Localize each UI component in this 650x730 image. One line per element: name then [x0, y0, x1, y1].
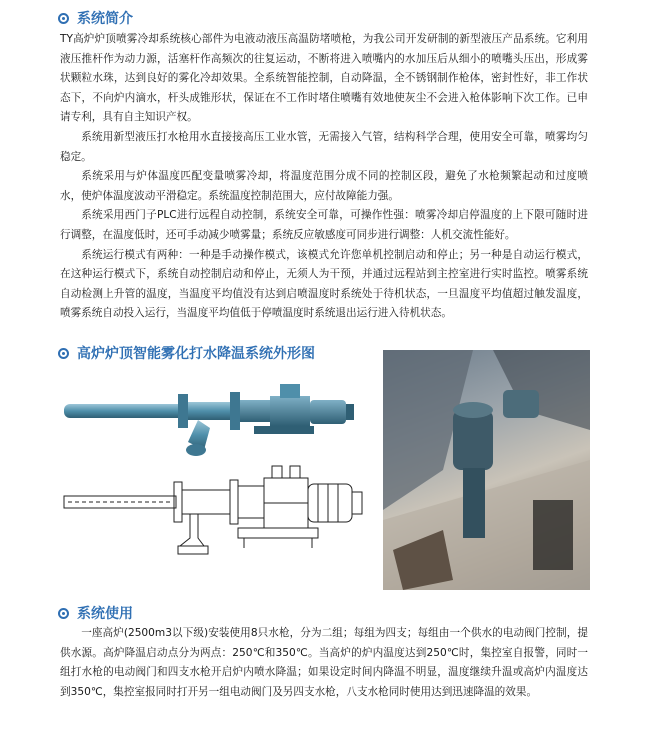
bullet-icon: [58, 13, 69, 24]
paragraph: TY高炉炉顶喷雾冷却系统核心部件为电液动液压高温防堵喷枪，为我公司开发研制的新型液压产品系统。它利用液压推杆作为动力源，活塞杆作高频次的往复运动，不断将进入喷嘴内的水加压后从细小的喷嘴头压出，形成雾状颗粒水珠，达到良好的雾化冷却效果。全系统智能控制，自动降温，全不锈钢制作枪体，密封性好，非工作状态下，不向炉内滴水，杆头成锥形状，保证在不工作时堵住喷嘴有效地使灰尘不会进入枪体影响下次工作。已申请专利，具有自主知识产权。: [60, 33, 588, 124]
section-title-text: 系统使用: [77, 606, 133, 622]
device-line-drawing: [64, 466, 362, 554]
paragraph: 系统采用西门子PLC进行远程自动控制，系统安全可靠，可操作性强：喷雾冷却启停温度的上下限可随时进行调整，在温度低时，还可手动减少喷雾量；系统反应敏感度可同步进行调整：人机交流性能好。: [60, 209, 588, 241]
section-title-text: 系统简介: [77, 11, 133, 27]
usage-text: [60, 624, 588, 702]
paragraph: 系统用新型液压打水枪用水直接接高压工业水管，无需接入气管，结构科学合理，使用安全可靠，喷雾均匀稳定。: [60, 130, 588, 163]
installation-photo: [383, 350, 590, 590]
section-title-text: 高炉炉顶智能雾化打水降温系统外形图: [77, 346, 315, 362]
section-title-usage: [58, 603, 133, 623]
paragraph: 系统运行模式有两种：一种是手动操作模式，该模式允许您单机控制启动和停止；另一种是自动运行模式，在这种运行模式下，系统自动控制启动和停止，无须人为干预，并通过远程站到主控室进行实时监控。喷雾系统自动检测上升管的温度，当温度平均值没有达到启喷温度时系统处于待机状态，一旦温度平均值超过触发温度，喷雾系统自动投入运行，当温度平均值低于停喷温度时系统退出运行进入待机状态。: [60, 248, 588, 320]
device-render: [64, 384, 354, 456]
paragraph: 一座高炉(2500m3以下级)安装使用8只水枪，分为二组；每组为四支；每组由一个供水的电动阀门控制，提供水源。高炉降温启动点分为两点：250℃和350℃。当高炉的炉内温度达到250℃时，集控室自报警，同时一组打水枪的电动阀门和四支水枪开启炉内喷水降温；如果设定时间内降温不明显，温度继续升温或高炉内温度达到350℃，集控室报同时打开另一组电动阀门及另四支水枪，八支水枪同时使用达到迅速降温的效果。: [60, 627, 588, 698]
paragraph: 系统采用与炉体温度匹配变量喷雾冷却，将温度范围分成不同的控制区段，避免了水枪频繁起动和过度喷水，使炉体温度波动平滑稳定。系统温度控制范围大，应付故障能力强。: [60, 170, 588, 202]
device-render-image: [58, 370, 378, 590]
bullet-icon: [58, 348, 69, 359]
section-title-overview: [58, 8, 133, 28]
section-title-figure: [58, 343, 315, 363]
installation-photo-image: [383, 350, 590, 590]
overview-text: [60, 30, 588, 324]
device-figure: [58, 370, 378, 590]
bullet-icon: [58, 608, 69, 619]
